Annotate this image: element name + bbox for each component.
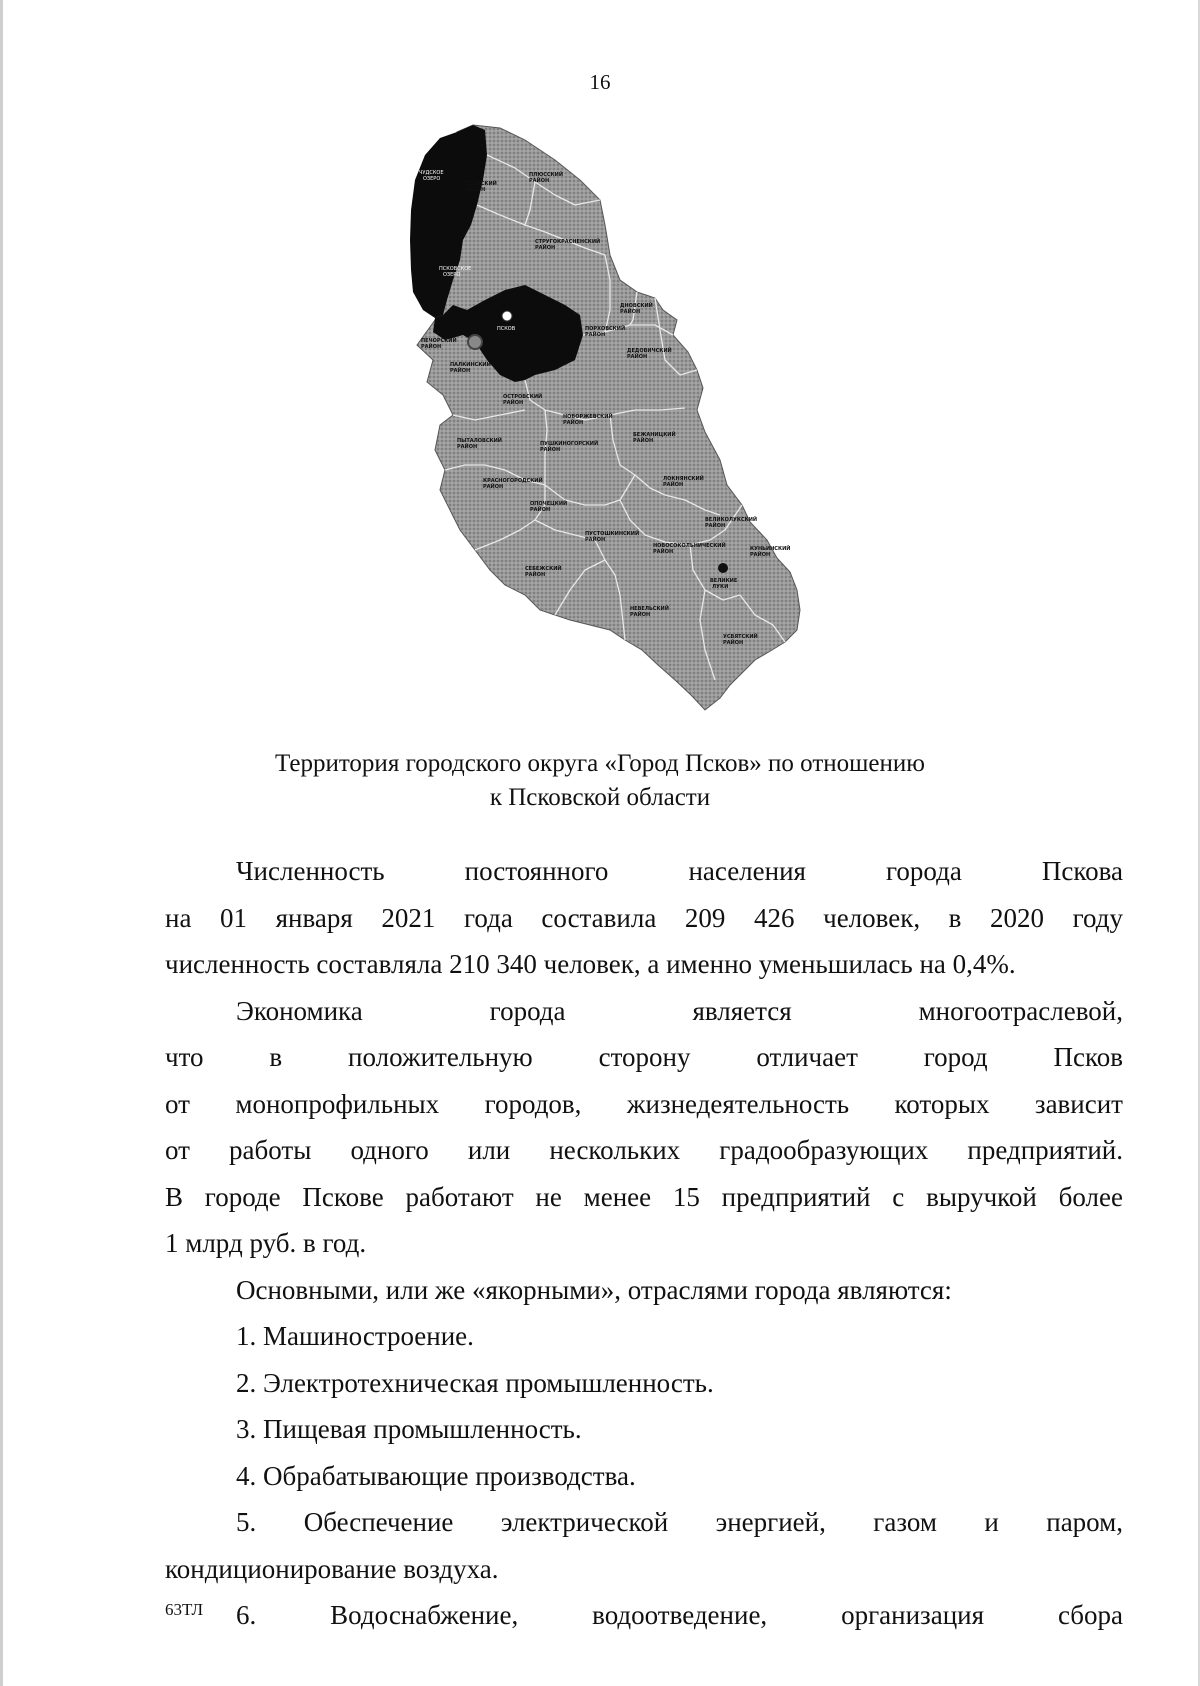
label-kunya-1: КУНЬИНСКИЙ: [750, 546, 791, 552]
p2-line-5: В городе Пскове работают не менее 15 предприятий с выручкой более: [165, 1181, 1123, 1212]
p1-line-3: численность составляла 210 340 человек, а именно уменьшилась на 0,4%.: [165, 949, 1016, 979]
label-palkino-2: РАЙОН: [450, 368, 471, 374]
label-usvyaty-2: РАЙОН: [723, 640, 744, 646]
label-velikie-luki-1: ВЕЛИКОЛУКСКИЙ: [705, 517, 758, 523]
p2-line-4: от работы одного или нескольких градообразующих предприятий.: [165, 1135, 1123, 1165]
list-item-4: 4. Обрабатывающие производства.: [236, 1460, 636, 1491]
list-item-6-line-1: 6. Водоснабжение, водоотведение, организация сбора: [236, 1600, 1123, 1630]
label-sebezh-1: СЕБЕЖСКИЙ: [525, 566, 562, 572]
page-number: 16: [589, 70, 611, 94]
label-ostrov-1: ОСТРОВСКИЙ: [503, 394, 543, 400]
p1-line-1: Численность постоянного населения города Пскова: [236, 856, 1123, 886]
pskov-region-map: [405, 120, 865, 730]
caption-line-1: Территория городского округа «Город Псков» по отношению: [275, 750, 925, 777]
label-novorzhev-1: НОВОРЖЕВСКИЙ: [563, 414, 613, 420]
label-novorzhev-2: РАЙОН: [563, 420, 584, 426]
label-pushgory-2: РАЙОН: [540, 447, 561, 453]
label-opochka-1: ОПОЧЕЦКИЙ: [530, 501, 568, 507]
pechory-marker: [468, 335, 482, 349]
label-dno-1: ДНОВСКИЙ: [620, 303, 653, 309]
list-item-5-line-2: кондиционирование воздуха.: [165, 1553, 499, 1584]
label-pskov-lake-2: ОЗЕРО: [443, 272, 461, 278]
label-velikie-luki-2: РАЙОН: [705, 523, 726, 529]
label-pechory-1: ПЕЧОРСКИЙ: [421, 338, 457, 344]
label-peipsi-1: ЧУДСКОЕ: [419, 170, 444, 176]
figure-caption: [160, 747, 1040, 815]
label-pustoshka-2: РАЙОН: [585, 537, 606, 543]
list-item-3: 3. Пищевая промышленность.: [236, 1414, 582, 1444]
label-pushgory-1: ПУШКИНОГОРСКИЙ: [540, 441, 599, 447]
p1-line-2: на 01 января 2021 года составила 209 426 человек, в 2020 году: [165, 902, 1123, 933]
label-peipsi-2: ОЗЕРО: [423, 176, 441, 182]
label-gdov-1: ГДОВСКИЙ: [465, 181, 497, 187]
label-pytalovo-2: РАЙОН: [457, 444, 478, 450]
label-opochka-2: РАЙОН: [530, 507, 551, 513]
label-porkhov-2: РАЙОН: [585, 332, 606, 338]
caption-line-2: к Псковской области: [489, 784, 711, 811]
label-loknya-2: РАЙОН: [663, 482, 684, 488]
label-velikie-luki-city-2: ЛУКИ: [712, 584, 729, 590]
scan-edge-left: [0, 0, 3, 1686]
label-nevel-1: НЕВЕЛЬСКИЙ: [630, 606, 669, 612]
label-pskov-lake-1: ПСКОВСКОЕ: [439, 266, 472, 272]
label-novosokolniki-2: РАЙОН: [653, 549, 674, 555]
p2-line-1: Экономика города является многоотраслевой,: [236, 995, 1123, 1026]
label-velikie-luki-city-1: ВЕЛИКИЕ: [710, 578, 738, 584]
label-dedovichi-2: РАЙОН: [627, 354, 648, 360]
footer-code: 63ТЛ: [165, 1600, 204, 1619]
label-dno-2: РАЙОН: [620, 309, 641, 315]
label-gdov-2: РАЙОН: [465, 187, 486, 193]
p2-line-2: что в положительную сторону отличает город Псков: [165, 1042, 1123, 1072]
body-text: [165, 848, 1123, 1639]
list-item-2: 2. Электротехническая промышленность.: [236, 1367, 714, 1398]
label-pustoshka-1: ПУСТОШКИНСКИЙ: [585, 531, 640, 537]
label-loknya-1: ЛОКНЯНСКИЙ: [663, 476, 704, 482]
label-plyussa-1: ПЛЮССКИЙ: [529, 172, 564, 178]
label-novosokolniki-1: НОВОСОКОЛЬНИЧЕСКИЙ: [653, 543, 726, 549]
list-item-1: 1. Машиностроение.: [236, 1321, 474, 1351]
velikie-luki-marker: [718, 563, 728, 573]
label-krasnogorodsk-2: РАЙОН: [483, 484, 504, 490]
p2-line-3: от монопрофильных городов, жизнедеятельность которых зависит: [165, 1088, 1123, 1119]
label-ostrov-2: РАЙОН: [503, 400, 524, 406]
label-pytalovo-1: ПЫТАЛОВСКИЙ: [457, 438, 502, 444]
p2-line-6: 1 млрд руб. в год.: [165, 1228, 367, 1258]
list-item-5-line-1: 5. Обеспечение электрической энергией, газом и паром,: [236, 1507, 1123, 1537]
label-sebezh-2: РАЙОН: [525, 572, 546, 578]
label-bezhanitsy-2: РАЙОН: [633, 438, 654, 444]
label-strugi-2: РАЙОН: [535, 245, 556, 251]
label-kunya-2: РАЙОН: [750, 552, 771, 558]
label-porkhov-1: ПОРХОВСКИЙ: [585, 326, 626, 332]
p3: Основными, или же «якорными», отраслями города являются:: [236, 1274, 952, 1305]
label-plyussa-2: РАЙОН: [529, 178, 550, 184]
label-dedovichi-1: ДЕДОВИЧСКИЙ: [627, 348, 672, 354]
label-pechory-2: РАЙОН: [421, 344, 442, 350]
label-nevel-2: РАЙОН: [630, 612, 651, 618]
pskov-city-marker: [502, 311, 512, 321]
label-palkino-1: ПАЛКИНСКИЙ: [450, 362, 491, 368]
label-pskov: ПСКОВ: [497, 326, 516, 332]
label-strugi-1: СТРУГОКРАСНЕНСКИЙ: [535, 239, 601, 245]
label-usvyaty-1: УСВЯТСКИЙ: [723, 634, 758, 640]
label-krasnogorodsk-1: КРАСНОГОРОДСКИЙ: [483, 478, 543, 484]
label-bezhanitsy-1: БЕЖАНИЦКИЙ: [633, 432, 676, 438]
